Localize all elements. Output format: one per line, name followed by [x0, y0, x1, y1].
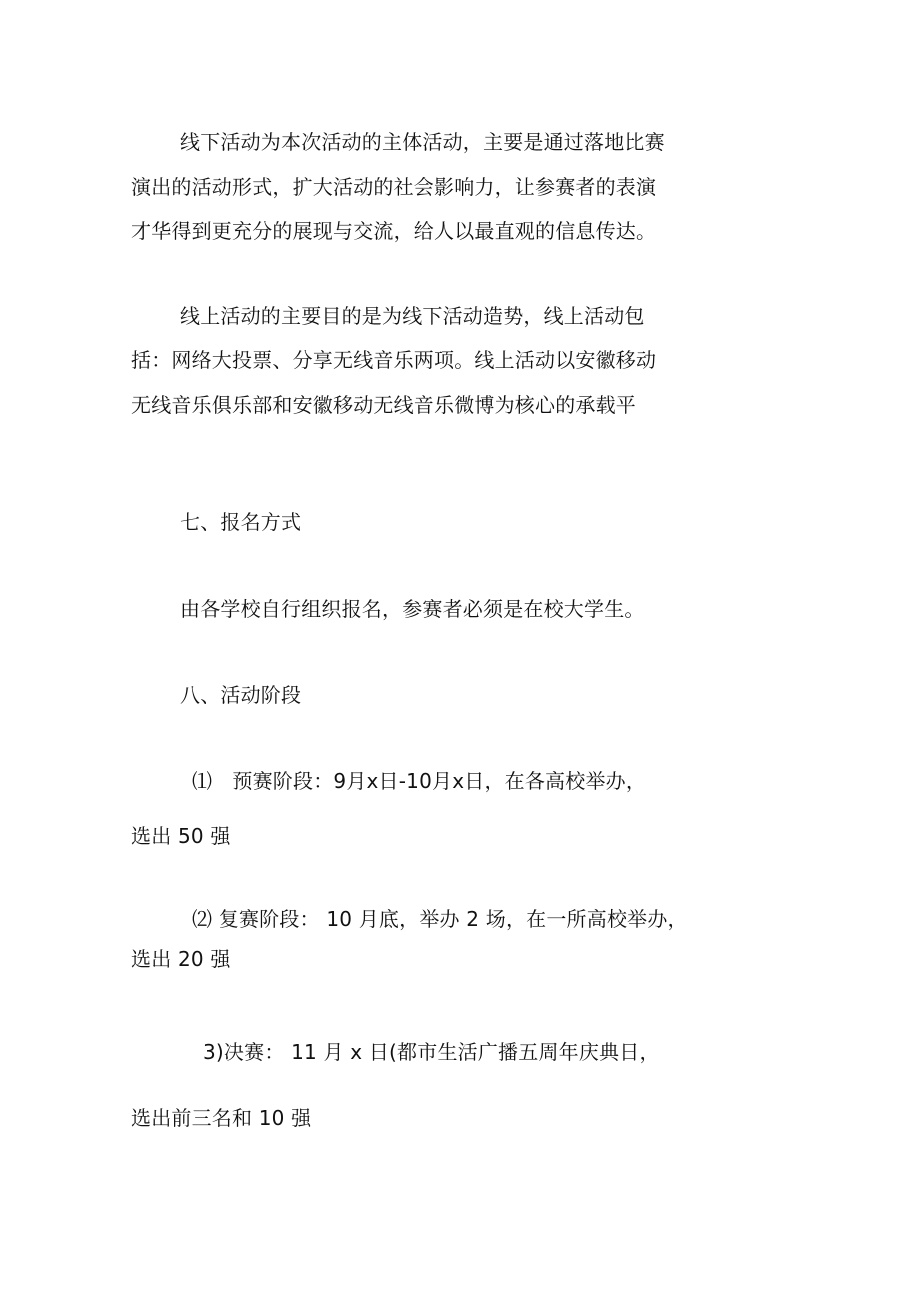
- online-paragraph-line-1: 线上活动的主要目的是为线下活动造势，线上活动包: [180, 304, 645, 328]
- stage-3-line-1: 3)决赛： 11 月 x 日(都市生活广播五周年庆典日，: [203, 1040, 660, 1064]
- online-paragraph-line-2: 括：网络大投票、分享无线音乐两项。线上活动以安徽移动: [131, 348, 657, 372]
- section-seven-heading: 七、报名方式: [180, 510, 302, 534]
- section-eight-heading: 八、活动阶段: [180, 683, 302, 707]
- stage-3-line-2: 选出前三名和 10 强: [131, 1106, 312, 1130]
- offline-paragraph-line-2: 演出的活动形式，扩大活动的社会影响力，让参赛者的表演: [131, 175, 657, 199]
- online-paragraph-line-3: 无线音乐俱乐部和安徽移动无线音乐微博为核心的承载平: [131, 393, 636, 417]
- stage-1-line-2: 选出 50 强: [131, 824, 231, 848]
- stage-2-line-1: ⑵ 复赛阶段： 10 月底，举办 2 场，在一所高校举办，: [192, 907, 688, 931]
- offline-paragraph-line-3: 才华得到更充分的展现与交流，给人以最直观的信息传达。: [131, 219, 657, 243]
- stage-2-line-2: 选出 20 强: [131, 947, 231, 971]
- stage-1-line-1: ⑴ 预赛阶段：9月x日-10月x日，在各高校举办，: [192, 769, 647, 793]
- offline-paragraph-line-1: 线下活动为本次活动的主体活动，主要是通过落地比赛: [180, 130, 665, 154]
- section-seven-body: 由各学校自行组织报名，参赛者必须是在校大学生。: [180, 597, 645, 621]
